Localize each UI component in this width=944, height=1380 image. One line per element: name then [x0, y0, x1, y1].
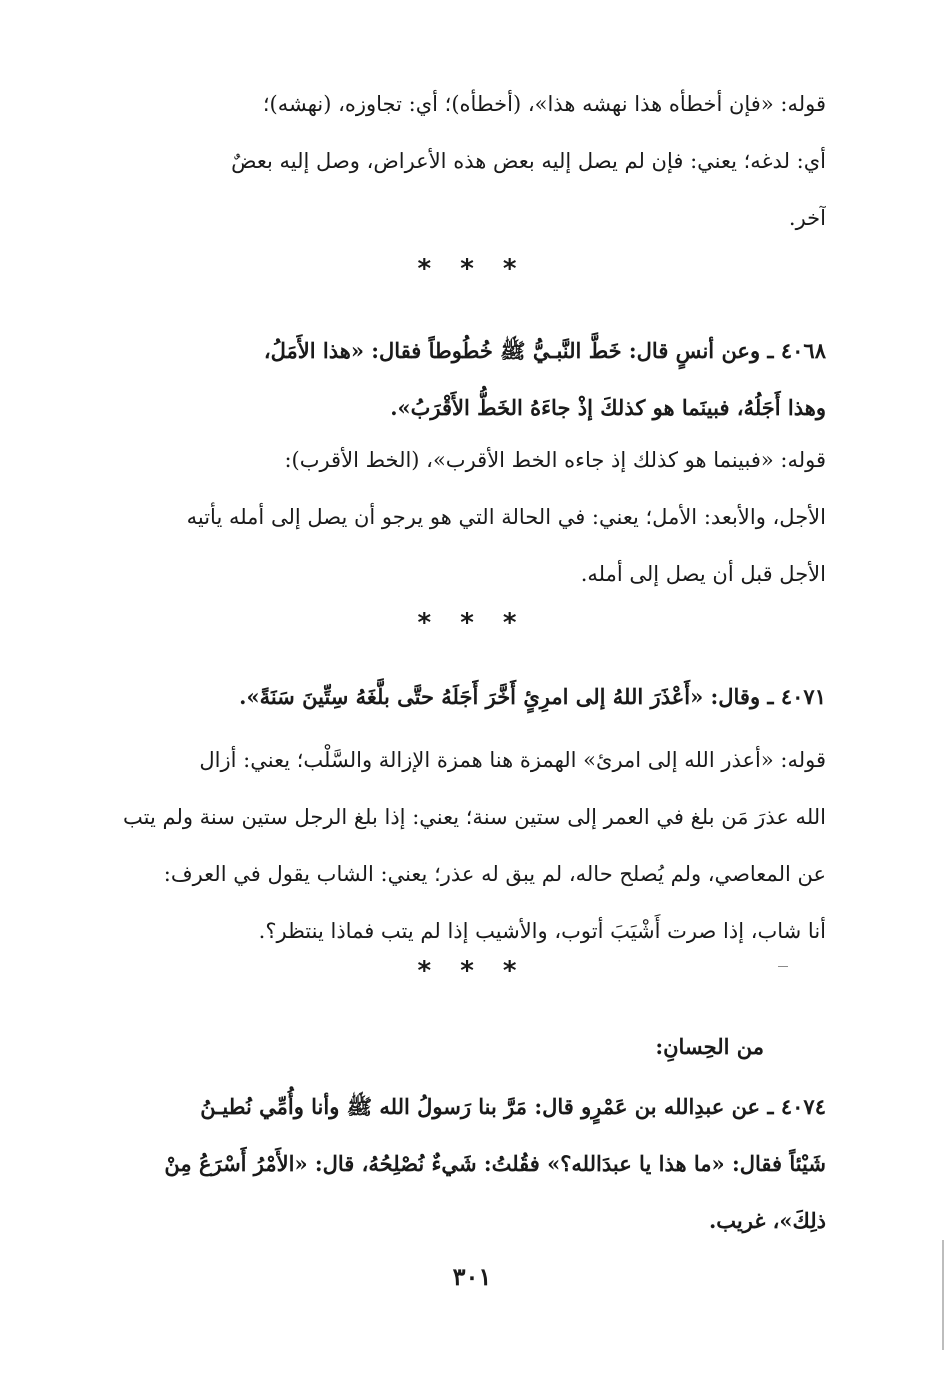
commentary-4071 — [110, 732, 826, 960]
hadith-line: شَيْئاً فقال: «ما هذا يا عبدَالله؟» فقُلتُ: شَيءٌ نُصْلِحُهُ، قال: «الأَمْرُ أَسْرَعُ مِنْ — [164, 1151, 826, 1176]
section-separator: * * * — [417, 608, 527, 638]
hadith-line: وهذا أَجَلُهُ، فبينَما هو كذلكَ إذْ جاءَهُ الخَطُّ الأَقْرَبُ». — [390, 395, 826, 420]
section-heading: من الحِسانِ: — [655, 1034, 764, 1059]
text-line: قوله: «فإن أخطأه هذا نهشه هذا»، (أخطأه)؛ أي: تجاوزه، (نهشه)؛ — [262, 92, 826, 116]
text-line: عن المعاصي، ولم يُصلح حاله، لم يبق له عذر؛ يعني: الشاب يقول في العرف: — [163, 862, 826, 886]
hadith-4074 — [110, 1078, 826, 1249]
section-separator: * * * — [417, 956, 527, 986]
commentary-4068 — [110, 432, 826, 603]
text-line: أي: لدغه؛ يعني: فإن لم يصل إليه بعض هذه الأعراض، وصل إليه بعضٌ — [231, 149, 826, 173]
text-line: أنا شاب، إذا صرت أَشْيَبَ أتوب، والأشيب إذا لم يتب فماذا ينتظر؟. — [258, 919, 826, 943]
hadith-line: ذلِكَ»، غريب. — [708, 1208, 826, 1233]
page-number: ٣٠١ — [452, 1262, 492, 1291]
text-line: قوله: «فبينما هو كذلك إذ جاءه الخط الأقرب»، (الخط الأقرب): — [284, 448, 826, 472]
text-line: الأجل، والأبعد: الأمل؛ يعني: في الحالة التي هو يرجو أن يصل إلى أمله يأتيه — [186, 505, 826, 529]
text-line: قوله: «أعذر الله إلى امرئ» الهمزة هنا همزة الإزالة والسَّلْب؛ يعني: أزال — [199, 748, 826, 772]
text-line: آخر. — [788, 206, 826, 230]
text-line: الله عذرَ مَن بلغ في العمر إلى ستين سنة؛ يعني: إذا بلغ الرجل ستين سنة ولم يتب — [123, 805, 826, 829]
section-separator: * * * — [417, 254, 527, 284]
hadith-line: ٤٠٦٨ ـ وعن أنسٍ قال: خَطَّ النَّبـيُّ ﷺ خُطُوطاً فقال: «هذا الأَمَلُ، — [263, 338, 826, 363]
hadith-line: ٤٠٧٤ ـ عن عبدِالله بن عَمْرٍو قال: مَرَّ بنا رَسولُ الله ﷺ وأنا وأُمِّي نُطيـنُ — [200, 1094, 826, 1119]
hadith-4068 — [110, 322, 826, 436]
text-line: الأجل قبل أن يصل إلى أمله. — [580, 562, 826, 586]
hadith-line: ٤٠٧١ ـ وقال: «أَعْذَرَ اللهُ إلى امرِئٍ أَخَّرَ أَجَلَهُ حتَّى بلَّغَهُ سِتِّينَ سَنَةً». — [239, 684, 826, 709]
hadith-4071 — [110, 668, 826, 725]
commentary-paragraph-prior — [110, 76, 826, 247]
